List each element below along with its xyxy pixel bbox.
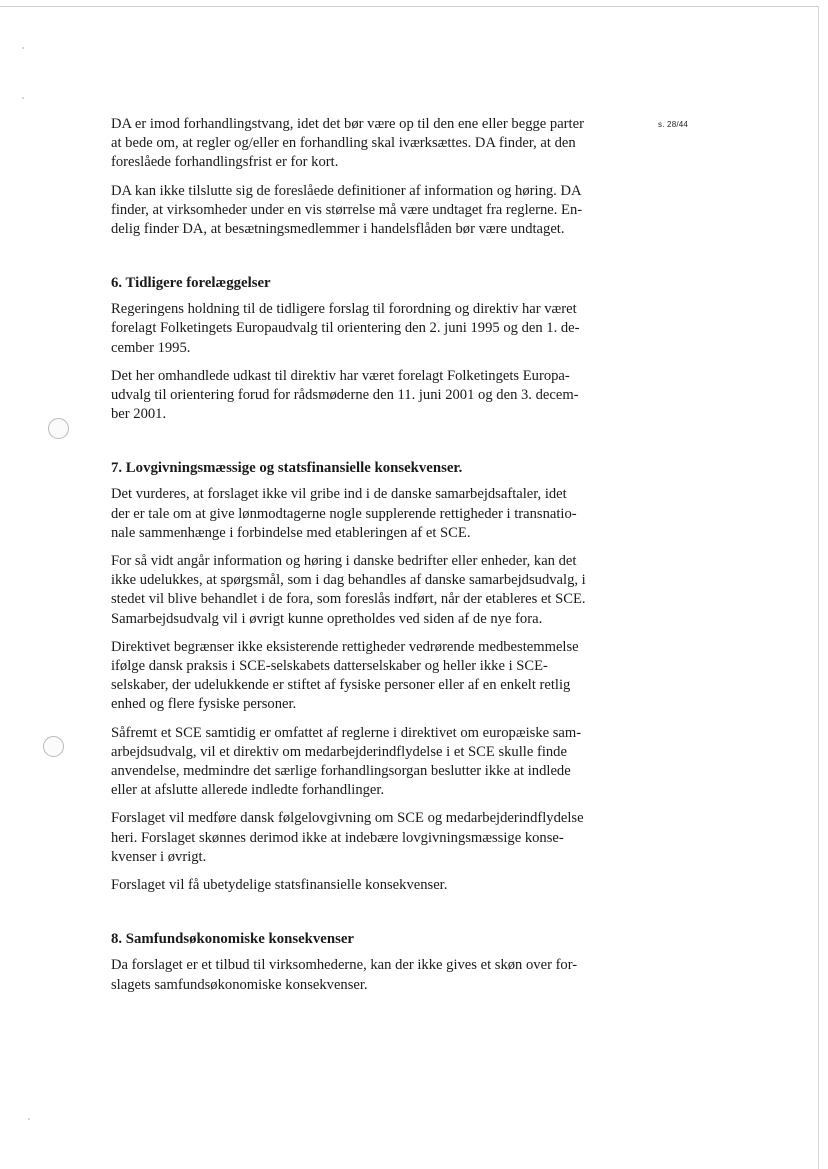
text-line: Det vurderes, at forslaget ikke vil gribe ind i de danske samarbejdsaftaler, idet: [111, 486, 567, 503]
paragraph: [111, 300, 641, 358]
scan-speck: [22, 97, 24, 99]
text-line: Regeringens holdning til de tidligere forslag til forordning og direktiv har været: [111, 301, 577, 318]
punch-hole: [48, 418, 69, 439]
section-heading: 7. Lovgivningsmæssige og statsfinansielle konsekvenser.: [111, 460, 463, 477]
text-line: ifølge dansk praksis i SCE-selskabets datterselskaber og heller ikke i SCE-: [111, 658, 548, 675]
text-line: DA kan ikke tilslutte sig de foreslåede definitioner af information og høring. DA: [111, 182, 582, 199]
page-right-edge: [818, 6, 819, 1169]
text-line: Såfremt et SCE samtidig er omfattet af reglerne i direktivet om europæiske sam-: [111, 724, 582, 741]
text-line: anvendelse, medmindre det særlige forhandlingsorgan beslutter ikke at indlede: [111, 763, 571, 780]
text-line: arbejdsudvalg, vil et direktiv om medarbejderindflydelse i et SCE skulle finde: [111, 743, 567, 760]
page-top-edge: [0, 6, 818, 7]
scan-speck: [22, 47, 24, 49]
text-line: Da forslaget er et tilbud til virksomhederne, kan der ikke gives et skøn over for-: [111, 957, 578, 974]
text-line: delig finder DA, at besætningsmedlemmer i handelsflåden bør være undtaget.: [111, 221, 565, 238]
punch-hole: [43, 736, 64, 757]
paragraph: [111, 115, 641, 173]
section-heading: 6. Tidligere forelæggelser: [111, 275, 271, 292]
text-line: heri. Forslaget skønnes derimod ikke at indebære lovgivningsmæssige konse-: [111, 829, 564, 846]
text-line: eller at afslutte allerede indledte forhandlinger.: [111, 782, 385, 799]
text-line: Samarbejdsudvalg vil i øvrigt kunne opretholdes ved siden af de nye fora.: [111, 610, 543, 627]
paragraph: [111, 876, 641, 895]
text-line: ikke udelukkes, at spørgsmål, som i dag behandles af danske samarbejdsudvalg, i: [111, 572, 586, 589]
text-line: nale sammenhænge i forbindelse med etableringen af et SCE.: [111, 524, 471, 541]
text-line: cember 1995.: [111, 339, 191, 356]
section-heading: 8. Samfundsøkonomiske konsekvenser: [111, 931, 354, 948]
paragraph: [111, 809, 641, 867]
page-number: s. 28/44: [658, 120, 689, 129]
paragraph: [111, 552, 641, 629]
text-line: DA er imod forhandlingstvang, idet det bør være op til den ene eller begge parter: [111, 116, 584, 132]
text-line: enhed og flere fysiske personer.: [111, 696, 297, 713]
text-line: at bede om, at regler og/eller en forhandling skal iværksættes. DA finder, at den: [111, 135, 576, 152]
text-line: finder, at virksomheder under en vis størrelse må være undtaget fra reglerne. En-: [111, 201, 583, 218]
text-line: slagets samfundsøkonomiske konsekvenser.: [111, 976, 368, 993]
text-line: foreslåede forhandlingsfrist er for kort.: [111, 154, 339, 171]
text-line: stedet vil blive behandlet i de fora, som foreslås indført, når der etableres et SCE.: [111, 591, 586, 608]
text-line: der er tale om at give lønmodtagerne nogle supplerende rettigheder i transnatio-: [111, 505, 577, 522]
text-line: selskaber, der udelukkende er stiftet af fysiske personer eller af en enkelt retlig: [111, 677, 571, 694]
text-line: Det her omhandlede udkast til direktiv har været forelagt Folketingets Europa-: [111, 367, 570, 384]
text-line: For så vidt angår information og høring i danske bedrifter eller enheder, kan det: [111, 553, 577, 570]
paragraph: [111, 638, 641, 715]
scan-speck: [28, 1118, 30, 1120]
document-body: [111, 115, 641, 1004]
text-line: Forslaget vil medføre dansk følgelovgivning om SCE og medarbejderindflydelse: [111, 810, 584, 827]
text-line: udvalg til orientering forud for rådsmøderne den 11. juni 2001 og den 3. decem-: [111, 387, 579, 404]
paragraph: [111, 724, 641, 801]
text-line: kvenser i øvrigt.: [111, 848, 207, 865]
paragraph: [111, 956, 641, 994]
text-line: forelagt Folketingets Europaudvalg til orientering den 2. juni 1995 og den 1. de-: [111, 320, 580, 337]
text-line: Forslaget vil få ubetydelige statsfinansielle konsekvenser.: [111, 877, 448, 894]
paragraph: [111, 182, 641, 240]
text-line: Direktivet begrænser ikke eksisterende rettigheder vedrørende medbestemmelse: [111, 638, 579, 655]
text-line: ber 2001.: [111, 406, 167, 423]
paragraph: [111, 367, 641, 425]
paragraph: [111, 485, 641, 543]
